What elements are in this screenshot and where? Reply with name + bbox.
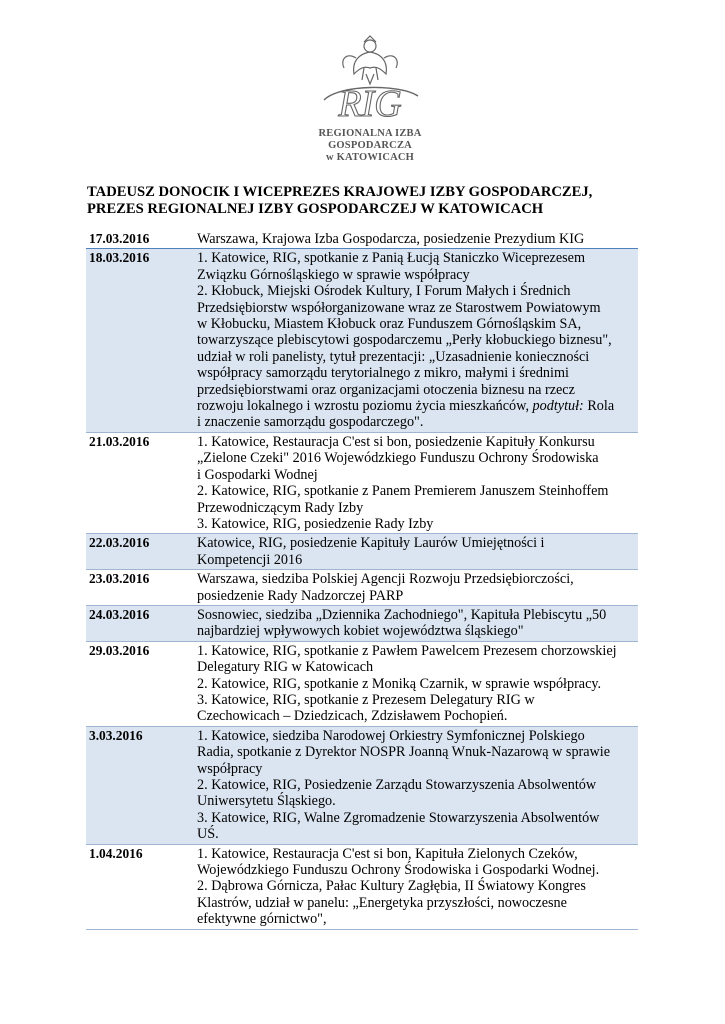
rig-logo-icon [310, 34, 430, 126]
description-line: współpracy samorządu terytorialnego z mikro, małymi i średnimi [197, 365, 569, 382]
description-line: 2. Katowice, RIG, Posiedzenie Zarządu Stowarzyszenia Absolwentów [197, 777, 597, 793]
description-line: Radia, spotkanie z Dyrektor NOSPR Joanną Wnuk-Nazarową w sprawie [197, 744, 611, 761]
description-line: 1. Katowice, RIG, spotkanie z Pawłem Pawelcem Prezesem chorzowskiej [197, 642, 617, 659]
description-line: 1. Katowice, RIG, spotkanie z Panią Łucją Staniczko Wiceprezesem [197, 250, 586, 267]
schedule-table [86, 230, 638, 930]
description-line: 1. Katowice, siedziba Narodowej Orkiestry Symfonicznej Polskiego [197, 727, 585, 744]
description-line: „Zielone Czeki" 2016 Wojewódzkiego Funduszu Ochrony Środowiska [197, 450, 599, 467]
row-description [174, 249, 638, 432]
description-line: efektywne górnictwo", [197, 911, 327, 928]
description-line: 2. Katowice, RIG, spotkanie z Panem Premierem Januszem Steinhoffem [197, 483, 609, 500]
description-line: Przewodniczącym Rady Izby [197, 499, 364, 516]
document-title [87, 184, 647, 217]
description-line: Warszawa, siedziba Polskiej Agencji Rozwoju Przedsiębiorczości, [197, 571, 574, 588]
table-row [86, 570, 638, 606]
description-line: Warszawa, Krajowa Izba Gospodarcza, posiedzenie Prezydium KIG [197, 231, 585, 247]
description-line: Wojewódzkiego Funduszu Ochrony Środowiska i Gospodarki Wodnej. [197, 862, 600, 879]
description-line: i znaczenie samorządu gospodarczego". [197, 414, 424, 431]
row-date: 18.03.2016 [89, 250, 150, 266]
description-line: Sosnowiec, siedziba „Dziennika Zachodniego", Kapituła Plebiscytu „50 [197, 606, 607, 623]
description-line: w Kłobucku, Miastem Kłobuck oraz Funduszem Górnośląskim SA, [197, 316, 582, 333]
table-row [86, 641, 638, 726]
table-row [86, 726, 638, 844]
description-line: i Gospodarki Wodnej [197, 466, 318, 483]
description-line: Kompetencji 2016 [197, 551, 303, 568]
description-line: towarzyszące plebiscytowi gospodarczemu „Perły kłobuckiego biznesu", [197, 332, 612, 349]
row-description [174, 432, 638, 533]
row-description [174, 605, 638, 641]
title-line1: TADEUSZ DONOCIK I WICEPREZES KRAJOWEJ IZBY GOSPODARCZEJ, [87, 184, 593, 200]
description-line: 3. Katowice, RIG, spotkanie z Prezesem Delegatury RIG w [197, 691, 535, 708]
table-row [86, 230, 638, 249]
description-line: 2. Dąbrowa Górnicza, Pałac Kultury Zagłębia, II Światowy Kongres [197, 878, 586, 895]
table-row [86, 432, 638, 533]
row-date: 24.03.2016 [89, 606, 150, 622]
description-line: 1. Katowice, Restauracja C'est si bon, posiedzenie Kapituły Konkursu [197, 433, 595, 450]
description-line: rozwoju lokalnego i wzrostu poziomu życia mieszkańców, podtytuł: Rola [197, 398, 615, 415]
table-row [86, 605, 638, 641]
table-row [86, 534, 638, 570]
description-line: udział w roli panelisty, tytuł prezentacji: „Uzasadnienie konieczności [197, 348, 590, 365]
row-date: 22.03.2016 [89, 535, 150, 551]
description-line: najbardziej wpływowych kobiet województwa śląskiego" [197, 623, 524, 640]
table-row [86, 249, 638, 432]
description-line: posiedzenie Rady Nadzorczej PARP [197, 587, 404, 604]
description-line: 3. Katowice, RIG, Walne Zgromadzenie Stowarzyszenia Absolwentów [197, 809, 600, 826]
description-line: Związku Górnośląskiego w sprawie współpracy [197, 266, 470, 283]
row-date: 21.03.2016 [89, 433, 150, 449]
description-line: 1. Katowice, Restauracja C'est si bon, Kapituła Zielonych Czeków, [197, 845, 578, 862]
logo-letters: RIG [338, 83, 402, 125]
description-line: Klastrów, udział w panelu: „Energetyka przyszłości, nowoczesne [197, 894, 567, 911]
row-description [174, 844, 638, 929]
description-line: Przedsiębiorstw współorganizowane wraz ze Starostwem Powiatowym [197, 299, 601, 316]
row-description [174, 641, 638, 726]
logo-block [300, 34, 440, 163]
description-line: Uniwersytetu Śląskiego. [197, 793, 336, 810]
description-line: 3. Katowice, RIG, posiedzenie Rady Izby [197, 515, 434, 532]
row-date: 17.03.2016 [89, 231, 150, 246]
row-date: 1.04.2016 [89, 845, 143, 861]
description-line: UŚ. [197, 826, 219, 843]
description-line: Delegatury RIG w Katowicach [197, 659, 374, 676]
schedule-body [86, 230, 638, 929]
org-name-line1: REGIONALNA IZBA GOSPODARCZA [318, 128, 422, 151]
row-description [174, 570, 638, 606]
org-name-line2: w KATOWICACH [325, 152, 415, 163]
table-row [86, 844, 638, 929]
org-name [300, 128, 440, 164]
row-description [174, 230, 638, 249]
description-line: przedsiębiorstwami oraz organizacjami otoczenia biznesu na rzecz [197, 381, 575, 398]
row-date: 23.03.2016 [89, 571, 150, 587]
description-line: Czechowicach – Dziedzicach, Zdzisławem Pochopień. [197, 708, 508, 725]
row-description [174, 726, 638, 844]
row-description [174, 534, 638, 570]
description-line: Katowice, RIG, posiedzenie Kapituły Laurów Umiejętności i [197, 535, 545, 552]
description-line: 2. Kłobuck, Miejski Ośrodek Kultury, I Forum Małych i Średnich [197, 283, 571, 300]
description-line: 2. Katowice, RIG, spotkanie z Moniką Czarnik, w sprawie współpracy. [197, 675, 602, 692]
title-line2: PREZES REGIONALNEJ IZBY GOSPODARCZEJ W KATOWICACH [87, 200, 544, 217]
row-date: 3.03.2016 [89, 727, 143, 743]
description-line: współpracy [197, 760, 263, 777]
row-date: 29.03.2016 [89, 642, 150, 658]
